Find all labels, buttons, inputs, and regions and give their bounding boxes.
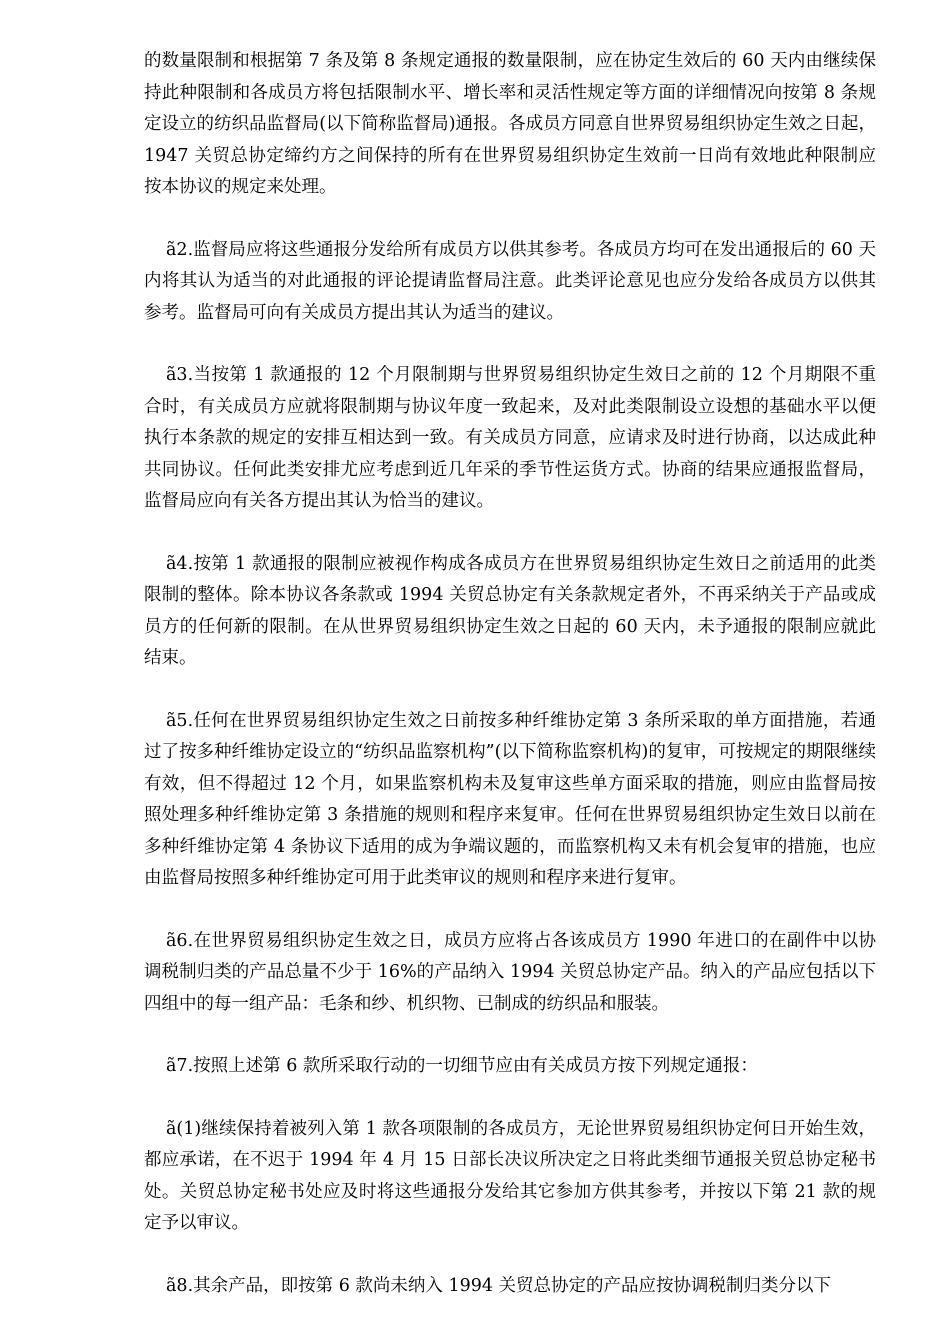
paragraph-continuation: 的数量限制和根据第 7 条及第 8 条规定通报的数量限制，应在协定生效后的 60 天内由继续保持此种限制和各成员方将包括限制水平、增长率和灵活性规定等方面的详细情况向按第 8 条规定设立的纺织品监督局(以下简称监督局)通报。各成员方同意自世界贸易组织协定生效之日起，1947 关贸总协定缔约方之间保持的所有在世界贸易组织协定生效前一日尚有效地此种限制应按本协议的规定来处理。 bbox=[144, 51, 876, 197]
paragraph-clause-3: ã3.当按第 1 款通报的 12 个月限制期与世界贸易组织协定生效日之前的 12 个月期限不重合时，有关成员方应就将限制期与协议年度一致起来，及对此类限制设立设想的基础水平以便执行本条款的规定的安排互相达到一致。有关成员方同意，应请求及时进行协商，以达成此种共同协议。任何此类安排尤应考虑到近几年采的季节性运货方式。协商的结果应通报监督局，监督局应向有关各方提出其认为恰当的建议。 bbox=[144, 365, 876, 511]
paragraph-clause-4: ã4.按第 1 款通报的限制应被视作构成各成员方在世界贸易组织协定生效日之前适用的此类限制的整体。除本协议各条款或 1994 关贸总协定有关条款规定者外，不再采纳关于产品或成员方的任何新的限制。在从世界贸易组织协定生效之日起的 60 天内，未予通报的限制应就此结束。 bbox=[144, 553, 876, 668]
paragraph-clause-7: ã7.按照上述第 6 款所采取行动的一切细节应由有关成员方按下列规定通报： bbox=[166, 1056, 758, 1076]
document-page bbox=[144, 46, 876, 1302]
paragraph-clause-8: ã8.其余产品，即按第 6 款尚未纳入 1994 关贸总协定的产品应按协调税制归类分以下 bbox=[166, 1275, 832, 1296]
paragraph-clause-7-1: ã(1)继续保持着被列入第 1 款各项限制的各成员方，无论世界贸易组织协定何日开始生效，都应承诺，在不迟于 1994 年 4 月 15 日部长决议所决定之日将此类细节通报关贸总协定秘书处。关贸总协定秘书处应及时将这些通报分发给其它参加方供其参考，并按以下第 21 款的规定予以审议。 bbox=[144, 1118, 876, 1233]
paragraph-clause-6: ã6.在世界贸易组织协定生效之日，成员方应将占各该成员方 1990 年进口的在副件中以协调税制归类的产品总量不少于 16%的产品纳入 1994 关贸总协定产品。纳入的产品应包括以下四组中的每一组产品：毛条和纱、机织物、已制成的纺织品和服装。 bbox=[144, 930, 876, 1014]
paragraph-clause-5: ã5.任何在世界贸易组织协定生效之日前按多种纤维协定第 3 条所采取的单方面措施，若通过了按多种纤维协定设立的“纺织品监察机构”(以下简称监察机构)的复审，可按规定的期限继续有效，但不得超过 12 个月，如果监察机构未及复审这些单方面采取的措施，则应由监督局按照处理多种纤维协定第 3 条措施的规则和程序来复审。任何在世界贸易组织协定生效日以前在多种纤维协定第 4 条协议下适用的成为争端议题的，而监察机构又未有机会复审的措施，也应由监督局按照多种纤维协定可用于此类审议的规则和程序来进行复审。 bbox=[144, 710, 876, 888]
paragraph-clause-2: ã2.监督局应将这些通报分发给所有成员方以供其参考。各成员方均可在发出通报后的 60 天内将其认为适当的对此通报的评论提请监督局注意。此类评论意见也应分发给各成员方以供其参考。监督局可向有关成员方提出其认为适当的建议。 bbox=[144, 239, 876, 323]
